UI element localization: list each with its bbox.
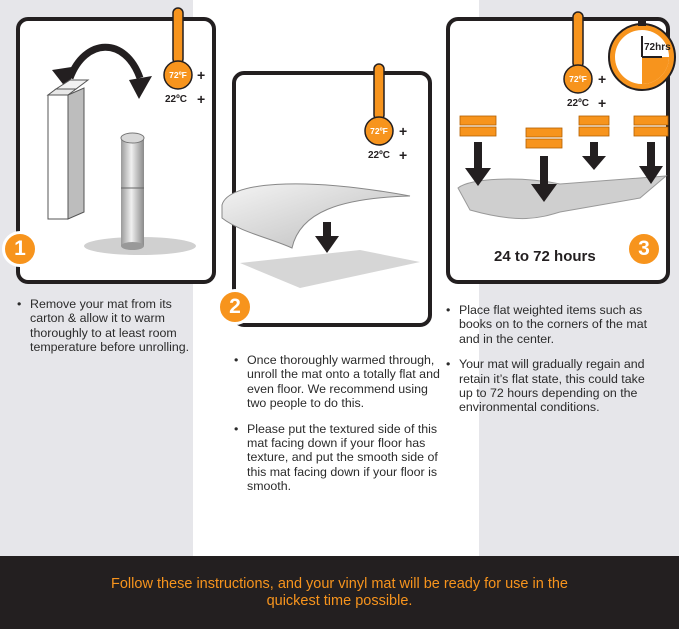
clock-label: 72hrs	[644, 42, 671, 53]
down-arrow-icon	[315, 222, 339, 253]
instruction-item: • Place flat weighted items such as books on to the corners of the mat and in the center.	[446, 303, 661, 346]
unrolling-mat-icon	[222, 184, 410, 248]
step-2-badge: 2	[217, 289, 253, 325]
step-3-badge: 3	[626, 231, 662, 267]
step-1-instructions	[17, 297, 207, 366]
instruction-item: • Please put the textured side of this mat facing down if your floor has texture, and put the smooth side of this mat facing down if your floor is smooth.	[234, 422, 446, 494]
instruction-item: • Once thoroughly warmed through, unroll the mat onto a totally flat and even floor. We recommend using two people to do this.	[234, 353, 446, 411]
step-1-badge: 1	[2, 231, 38, 267]
plus-sign: +	[399, 147, 408, 163]
plus-sign: +	[197, 91, 206, 107]
book-stack-icon	[460, 116, 668, 148]
step-3-temp-c: 22ºC	[567, 98, 589, 109]
step-1-temp-c: 22ºC	[165, 94, 187, 105]
step-3-instructions	[446, 303, 661, 426]
plus-sign: +	[598, 95, 607, 111]
carton-box-icon	[48, 80, 88, 219]
duration-label: 24 to 72 hours	[494, 248, 596, 265]
step-2-temp-c: 22ºC	[368, 150, 390, 161]
step-2-temp-f: 72ºF	[370, 126, 388, 136]
footer-banner	[0, 556, 679, 629]
plus-sign: +	[197, 67, 206, 83]
plus-sign: +	[399, 123, 408, 139]
instruction-item: • Remove your mat from its carton & allow it to warm thoroughly to at least room temperature before unrolling.	[17, 297, 207, 355]
step-2-instructions	[234, 353, 446, 505]
step-3-temp-f: 72ºF	[569, 74, 587, 84]
clock-icon	[609, 20, 675, 90]
step-1-temp-f: 72ºF	[169, 70, 187, 80]
instruction-item: • Your mat will gradually regain and retain it’s flat state, this could take up to 72 hours depending on the environmental conditions.	[446, 357, 661, 415]
rolled-mat-icon	[121, 133, 144, 250]
plus-sign: +	[598, 71, 607, 87]
footer-text: Follow these instructions, and your vinyl mat will be ready for use in the quickest time possible.	[111, 575, 568, 609]
flattening-mat-icon	[458, 176, 666, 219]
flat-mat-icon	[240, 250, 420, 288]
